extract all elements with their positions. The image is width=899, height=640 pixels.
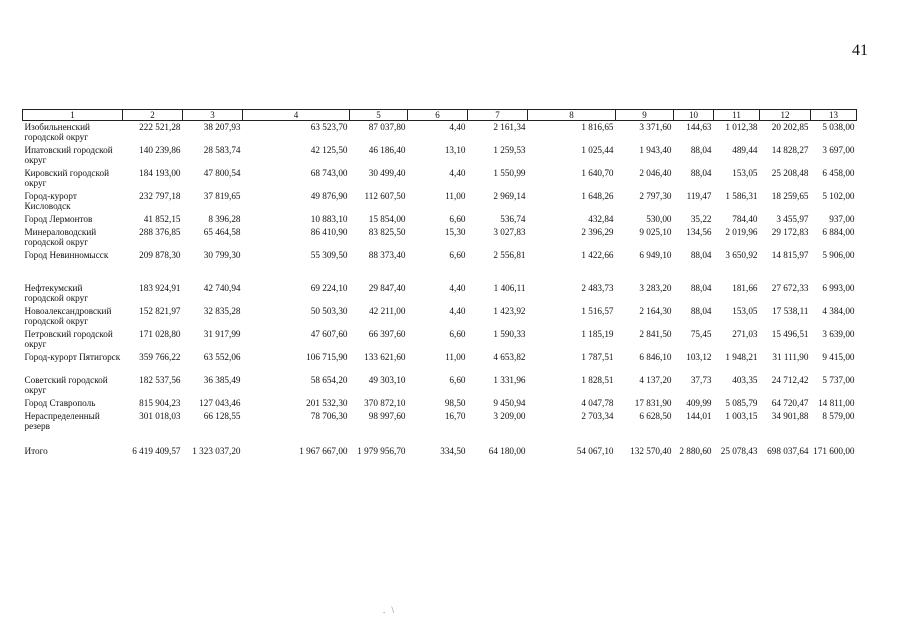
table-cell: 432,84	[588, 214, 614, 224]
table-row	[23, 121, 857, 145]
table-cell: 937,00	[829, 214, 855, 224]
table-row	[23, 305, 857, 328]
table-cell: 58 654,20	[310, 375, 348, 385]
table-cell: 1 550,99	[493, 168, 526, 178]
table-cell: 153,05	[732, 306, 758, 316]
table-cell: 54 067,10	[576, 446, 614, 456]
table-cell: 2 046,40	[639, 168, 672, 178]
table-cell: 140 239,86	[139, 145, 181, 155]
data-table	[22, 109, 857, 464]
table-cell: 2 164,30	[639, 306, 672, 316]
table-cell: 8 396,28	[208, 214, 241, 224]
table-cell: 9 415,00	[822, 352, 855, 362]
table-cell: 87 037,80	[368, 122, 406, 132]
table-row	[23, 351, 857, 374]
table-cell: 152 821,97	[139, 306, 181, 316]
table-cell: 6,60	[449, 214, 466, 224]
table-cell: 103,12	[686, 352, 712, 362]
table-cell: 2 483,73	[581, 283, 614, 293]
table-cell: 36 385,49	[203, 375, 241, 385]
table-cell: 106 715,90	[306, 352, 348, 362]
table-cell: 15 854,00	[368, 214, 406, 224]
table-cell: 144,01	[686, 411, 712, 421]
row-label: Город Ставрополь	[24, 398, 96, 408]
table-cell: 1 406,11	[493, 283, 526, 293]
table-cell: 25 078,43	[720, 446, 758, 456]
table-cell: 6,60	[449, 250, 466, 260]
table-cell: 3 371,60	[639, 122, 672, 132]
table-cell: 31 917,99	[203, 329, 241, 339]
table-cell: 4 384,00	[822, 306, 855, 316]
table-cell: 301 018,03	[139, 411, 181, 421]
table-cell: 42 125,50	[310, 145, 348, 155]
table-row	[23, 213, 857, 226]
table-cell: 2 556,81	[493, 250, 526, 260]
table-cell: 181,66	[732, 283, 758, 293]
row-label: Советский городской округ	[24, 375, 108, 395]
table-cell: 1 323 037,20	[192, 446, 241, 456]
table-cell: 536,74	[500, 214, 526, 224]
table-row	[23, 144, 857, 167]
table-cell: 4 653,82	[493, 352, 526, 362]
row-label: Минераловодский городской округ	[24, 227, 97, 247]
table-cell: 6,60	[449, 329, 466, 339]
row-label: Город Невинномысск	[24, 250, 109, 260]
row-label: Петровский городской округ	[24, 329, 113, 349]
table-cell: 55 309,50	[310, 250, 348, 260]
table-cell: 4 137,20	[639, 375, 672, 385]
table-cell: 13,10	[444, 145, 466, 155]
table-cell: 3 027,83	[493, 227, 526, 237]
table-cell: 1 259,53	[493, 145, 526, 155]
table-cell: 1 516,57	[581, 306, 614, 316]
table-cell: 16,70	[444, 411, 466, 421]
column-header: 7	[468, 110, 528, 121]
table-cell: 1 816,65	[581, 122, 614, 132]
table-cell: 88,04	[690, 250, 712, 260]
table-cell: 3 697,00	[822, 145, 855, 155]
table-cell: 133 621,60	[364, 352, 406, 362]
row-label: Нераспределенный резерв	[24, 411, 100, 431]
table-cell: 83 825,50	[368, 227, 406, 237]
table-cell: 47 800,54	[203, 168, 241, 178]
table-cell: 30 499,40	[368, 168, 406, 178]
table-cell: 11,00	[445, 352, 466, 362]
table-cell: 17 538,11	[772, 306, 809, 316]
table-cell: 2 969,14	[493, 191, 526, 201]
table-cell: 1 640,70	[581, 168, 614, 178]
column-header: 4	[243, 110, 350, 121]
table-cell: 63 523,70	[310, 122, 348, 132]
table-cell: 29 172,83	[771, 227, 809, 237]
column-header: 11	[714, 110, 760, 121]
table-row	[23, 167, 857, 190]
table-cell: 1 331,96	[493, 375, 526, 385]
table-cell: 14 815,97	[771, 250, 809, 260]
row-label: Итого	[24, 446, 48, 456]
table-cell: 32 835,28	[203, 306, 241, 316]
table-cell: 1 003,15	[725, 411, 758, 421]
table-cell: 10 883,10	[310, 214, 348, 224]
table-row	[23, 410, 857, 445]
row-label: Город-курорт Пятигорск	[24, 352, 121, 362]
table-cell: 42 740,94	[203, 283, 241, 293]
table-cell: 1 590,33	[493, 329, 526, 339]
table-cell: 6 419 409,57	[132, 446, 181, 456]
table-cell: 334,50	[440, 446, 466, 456]
table-cell: 42 211,00	[369, 306, 406, 316]
table-cell: 2 880,60	[679, 446, 712, 456]
table-cell: 78 706,30	[310, 411, 348, 421]
table-cell: 1 967 667,00	[299, 446, 348, 456]
table-cell: 144,63	[686, 122, 712, 132]
table-cell: 17 831,90	[634, 398, 672, 408]
table-cell: 25 208,48	[771, 168, 809, 178]
table-cell: 3 455,97	[776, 214, 809, 224]
table-cell: 20 202,85	[771, 122, 809, 132]
column-header: 2	[123, 110, 183, 121]
table-cell: 2 841,50	[639, 329, 672, 339]
table-cell: 6 846,10	[639, 352, 672, 362]
table-cell: 132 570,40	[630, 446, 672, 456]
table-cell: 815 904,23	[139, 398, 181, 408]
table-cell: 15 496,51	[771, 329, 809, 339]
table-cell: 5 085,79	[725, 398, 758, 408]
table-cell: 530,00	[646, 214, 672, 224]
column-header: 9	[616, 110, 674, 121]
table-cell: 4,40	[449, 306, 466, 316]
table-cell: 27 672,33	[771, 283, 809, 293]
row-label: Изобильненский городской округ	[24, 122, 90, 142]
table-row	[23, 226, 857, 249]
table-cell: 88,04	[690, 168, 712, 178]
table-cell: 1 948,21	[725, 352, 758, 362]
table-cell: 201 532,30	[306, 398, 348, 408]
table-cell: 66 128,55	[203, 411, 241, 421]
table-cell: 88 373,40	[368, 250, 406, 260]
table-cell: 14 811,00	[818, 398, 855, 408]
table-cell: 37 819,65	[203, 191, 241, 201]
table-row	[23, 282, 857, 305]
table-cell: 1 423,92	[493, 306, 526, 316]
header-row	[23, 110, 857, 121]
column-header: 3	[183, 110, 243, 121]
table-cell: 1 943,40	[639, 145, 672, 155]
table-cell: 5 737,00	[822, 375, 855, 385]
table-cell: 1 012,38	[725, 122, 758, 132]
table-cell: 68 743,00	[310, 168, 348, 178]
table-cell: 35,22	[690, 214, 712, 224]
table-cell: 1 979 956,70	[357, 446, 406, 456]
table-cell: 5 906,00	[822, 250, 855, 260]
table-row	[23, 190, 857, 213]
table-body	[23, 121, 857, 465]
column-header: 5	[350, 110, 408, 121]
table-cell: 37,73	[690, 375, 712, 385]
table-cell: 6 884,00	[822, 227, 855, 237]
table-cell: 49 303,10	[368, 375, 406, 385]
table-cell: 127 043,46	[199, 398, 241, 408]
table-cell: 119,47	[686, 191, 712, 201]
table-cell: 6 628,50	[639, 411, 672, 421]
table-cell: 46 186,40	[368, 145, 406, 155]
table-cell: 63 552,06	[203, 352, 241, 362]
table-cell: 18 259,65	[771, 191, 809, 201]
table-cell: 66 397,60	[368, 329, 406, 339]
column-header: 8	[528, 110, 616, 121]
table-cell: 64 180,00	[488, 446, 526, 456]
table-cell: 30 799,30	[203, 250, 241, 260]
table-cell: 98 997,60	[368, 411, 406, 421]
row-label: Новоалександровский городской округ	[24, 306, 112, 326]
table-cell: 31 111,90	[772, 352, 809, 362]
table-cell: 184 193,00	[139, 168, 181, 178]
column-header: 6	[408, 110, 468, 121]
table-row	[23, 328, 857, 351]
table-cell: 24 712,42	[771, 375, 809, 385]
column-header: 13	[811, 110, 857, 121]
table-cell: 9 025,10	[639, 227, 672, 237]
table-cell: 3 209,00	[493, 411, 526, 421]
table-cell: 409,99	[686, 398, 712, 408]
table-cell: 784,40	[732, 214, 758, 224]
table-cell: 2 396,29	[581, 227, 614, 237]
page-number: 41	[852, 42, 868, 59]
table-cell: 2 161,34	[493, 122, 526, 132]
table-cell: 3 650,92	[725, 250, 758, 260]
scan-speck: . \	[383, 605, 397, 615]
table-cell: 2 019,96	[725, 227, 758, 237]
table-cell: 29 847,40	[368, 283, 406, 293]
column-header: 1	[23, 110, 123, 121]
table-cell: 1 648,26	[581, 191, 614, 201]
table-cell: 6 949,10	[639, 250, 672, 260]
table-cell: 3 639,00	[822, 329, 855, 339]
table-cell: 489,44	[732, 145, 758, 155]
table-cell: 6 993,00	[822, 283, 855, 293]
table-cell: 1 586,31	[725, 191, 758, 201]
table-cell: 75,45	[690, 329, 712, 339]
table-cell: 1 787,51	[581, 352, 614, 362]
table-cell: 8 579,00	[822, 411, 855, 421]
table-cell: 88,04	[690, 283, 712, 293]
table-cell: 41 852,15	[143, 214, 181, 224]
table-cell: 288 376,85	[139, 227, 181, 237]
table-cell: 47 607,60	[310, 329, 348, 339]
column-header: 12	[760, 110, 811, 121]
table-cell: 65 464,58	[203, 227, 241, 237]
table-cell: 4 047,78	[581, 398, 614, 408]
column-header: 10	[674, 110, 714, 121]
table-cell: 4,40	[449, 168, 466, 178]
table-cell: 9 450,94	[493, 398, 526, 408]
table-cell: 6,60	[449, 375, 466, 385]
table-cell: 403,35	[732, 375, 758, 385]
table-cell: 50 503,30	[310, 306, 348, 316]
table-cell: 88,04	[690, 145, 712, 155]
table-cell: 271,03	[732, 329, 758, 339]
table-cell: 209 878,30	[139, 250, 181, 260]
table-cell: 15,30	[444, 227, 466, 237]
table-cell: 698 037,64	[767, 446, 809, 456]
table-cell: 11,00	[445, 191, 466, 201]
table-cell: 2 703,34	[581, 411, 614, 421]
table-cell: 5 102,00	[822, 191, 855, 201]
table-cell: 1 828,51	[581, 375, 614, 385]
table-row	[23, 374, 857, 397]
table-cell: 34 901,88	[771, 411, 809, 421]
row-label: Город Лермонтов	[24, 214, 93, 224]
table-cell: 64 720,47	[771, 398, 809, 408]
table-cell: 38 207,93	[203, 122, 241, 132]
table-cell: 88,04	[690, 306, 712, 316]
table-row	[23, 445, 857, 464]
table-cell: 3 283,20	[639, 283, 672, 293]
table-cell: 1 025,44	[581, 145, 614, 155]
table-cell: 86 410,90	[310, 227, 348, 237]
table-cell: 153,05	[732, 168, 758, 178]
table-row	[23, 249, 857, 282]
table-row	[23, 397, 857, 410]
table-cell: 232 797,18	[139, 191, 181, 201]
table-cell: 28 583,74	[203, 145, 241, 155]
row-label: Ипатовский городской округ	[24, 145, 113, 165]
table-cell: 370 872,10	[364, 398, 406, 408]
table-cell: 359 766,22	[139, 352, 181, 362]
table-cell: 112 607,50	[364, 191, 406, 201]
table-cell: 6 458,00	[822, 168, 855, 178]
table-cell: 4,40	[449, 122, 466, 132]
table-cell: 4,40	[449, 283, 466, 293]
table-cell: 1 185,19	[581, 329, 614, 339]
table-cell: 2 797,30	[639, 191, 672, 201]
row-label: Город-курорт Кисловодск	[24, 191, 77, 211]
table-cell: 171 600,00	[813, 446, 855, 456]
row-label: Нефтекумский городской округ	[24, 283, 89, 303]
table-cell: 134,56	[686, 227, 712, 237]
table-cell: 98,50	[444, 398, 466, 408]
row-label: Кировский городской округ	[24, 168, 110, 188]
table-cell: 1 422,66	[581, 250, 614, 260]
table-cell: 171 028,80	[139, 329, 181, 339]
table-cell: 5 038,00	[822, 122, 855, 132]
table-cell: 182 537,56	[139, 375, 181, 385]
table-cell: 183 924,91	[139, 283, 181, 293]
table-cell: 222 521,28	[139, 122, 181, 132]
table-cell: 69 224,10	[310, 283, 348, 293]
table-cell: 49 876,90	[310, 191, 348, 201]
table-cell: 14 828,27	[771, 145, 809, 155]
